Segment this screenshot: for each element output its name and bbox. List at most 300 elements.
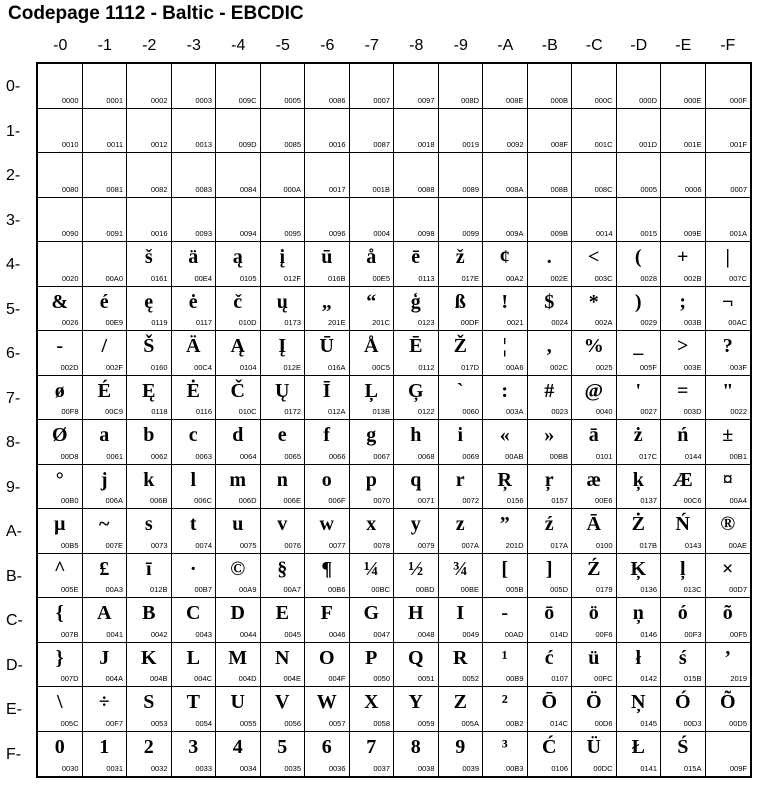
column-header: -A (497, 37, 514, 54)
cell-unicode-code: 0084 (239, 184, 257, 194)
cell-glyph: Y (408, 691, 423, 713)
cell-unicode-code: 0020 (61, 273, 79, 283)
cell-unicode-code: 00BD (415, 585, 435, 594)
cell-unicode-code: 010D (238, 318, 257, 327)
cell-unicode-code: 0041 (106, 629, 123, 639)
code-cell (83, 687, 128, 732)
cell-glyph: ¬ (722, 290, 734, 313)
cell-unicode-code: 00D6 (594, 718, 613, 728)
code-cell (661, 687, 706, 732)
cell-unicode-code: 0060 (462, 407, 479, 416)
cell-glyph: ł (635, 646, 642, 669)
cell-unicode-code: 0112 (418, 362, 435, 372)
code-cell (617, 242, 662, 287)
cell-unicode-code: 0055 (239, 718, 257, 728)
cell-glyph: ; (679, 290, 687, 313)
cell-glyph: ą (232, 246, 243, 268)
code-cell (350, 153, 395, 198)
cell-glyph: I (456, 602, 465, 624)
cell-glyph: K (140, 646, 157, 669)
cell-unicode-code: 00C9 (105, 407, 123, 416)
cell-glyph: { (55, 602, 64, 624)
cell-glyph: Ö (585, 691, 602, 713)
cell-unicode-code: 00D3 (683, 718, 702, 728)
cell-unicode-code: 0028 (640, 273, 657, 283)
code-cell (528, 687, 573, 732)
cell-glyph: n (276, 468, 288, 491)
code-cell (706, 420, 751, 465)
code-cell (617, 198, 662, 243)
cell-glyph: Ń (675, 513, 690, 535)
cell-glyph: % (583, 335, 604, 357)
page-title: Codepage 1112 - Baltic - EBCDIC (8, 3, 304, 24)
code-cell (483, 554, 528, 599)
code-cell (483, 153, 528, 198)
code-cell (261, 420, 306, 465)
code-cell (172, 198, 217, 243)
cell-glyph: C (186, 602, 201, 624)
code-cell (572, 153, 617, 198)
code-cell (216, 64, 261, 109)
cell-unicode-code: 0104 (239, 362, 257, 372)
code-cell (127, 554, 172, 599)
cell-glyph: ż (633, 424, 643, 446)
code-cell (439, 509, 484, 554)
cell-unicode-code: 0079 (417, 540, 435, 550)
cell-unicode-code: 0096 (328, 229, 346, 238)
cell-unicode-code: 0083 (195, 184, 212, 194)
cell-unicode-code: 00C6 (683, 496, 702, 505)
code-cell (528, 64, 573, 109)
cell-unicode-code: 002B (683, 273, 702, 283)
code-cell (216, 420, 261, 465)
cell-glyph: P (365, 646, 378, 669)
cell-unicode-code: 007C (729, 273, 747, 283)
cell-unicode-code: 0011 (106, 140, 123, 149)
code-cell (483, 64, 528, 109)
code-cell (572, 376, 617, 421)
cell-unicode-code: 00DC (593, 764, 613, 773)
code-cell (661, 109, 706, 154)
code-cell (394, 465, 439, 510)
cell-unicode-code: 0021 (506, 318, 524, 327)
cell-unicode-code: 00B1 (729, 451, 747, 461)
cell-unicode-code: 0026 (61, 318, 79, 327)
code-cell (439, 64, 484, 109)
code-cell (83, 198, 128, 243)
code-cell (305, 242, 350, 287)
cell-unicode-code: 004C (194, 674, 212, 683)
cell-glyph: | (725, 246, 730, 268)
cell-glyph: ¶ (321, 557, 333, 580)
code-cell (439, 465, 484, 510)
code-cell (83, 509, 128, 554)
cell-unicode-code: 0172 (284, 407, 301, 416)
code-cell (394, 242, 439, 287)
cell-unicode-code: 0001 (106, 95, 123, 105)
code-cell (172, 153, 217, 198)
code-cell (38, 287, 83, 332)
cell-glyph: ö (588, 602, 599, 624)
cell-glyph: ) (634, 290, 642, 313)
code-cell (216, 109, 261, 154)
cell-unicode-code: 0116 (195, 407, 212, 416)
code-cell (172, 242, 217, 287)
cell-unicode-code: 0062 (150, 451, 168, 461)
cell-glyph: Æ (672, 468, 693, 491)
code-cell (439, 376, 484, 421)
cell-unicode-code: 00E9 (105, 318, 123, 327)
cell-unicode-code: 0036 (328, 764, 346, 773)
code-cell (38, 153, 83, 198)
cell-unicode-code: 00B7 (194, 585, 212, 594)
code-cell (483, 242, 528, 287)
cell-glyph: p (365, 468, 377, 491)
cell-glyph: 2 (143, 735, 154, 758)
code-cell (38, 64, 83, 109)
cell-glyph: ” (499, 513, 510, 535)
code-cell (261, 153, 306, 198)
code-cell (617, 554, 662, 599)
cell-glyph: > (677, 335, 689, 357)
cell-glyph: ( (634, 246, 642, 268)
cell-unicode-code: 0015 (640, 229, 657, 238)
cell-glyph: å (366, 246, 377, 268)
cell-unicode-code: 0085 (284, 140, 301, 149)
cell-glyph: Ō (541, 691, 558, 713)
cell-glyph: × (722, 557, 734, 580)
code-cell (83, 598, 128, 643)
code-cell (439, 287, 484, 332)
cell-unicode-code: 0072 (462, 496, 479, 505)
cell-glyph: Ŗ (497, 468, 512, 491)
cell-unicode-code: 0119 (151, 318, 168, 327)
cell-unicode-code: 002C (550, 362, 568, 372)
cell-unicode-code: 001F (729, 140, 747, 149)
code-cell (350, 109, 395, 154)
cell-unicode-code: 005E (60, 585, 79, 594)
cell-glyph: @ (584, 379, 604, 402)
code-cell (394, 732, 439, 777)
cell-unicode-code: 00B5 (60, 540, 79, 550)
cell-unicode-code: 0043 (195, 629, 212, 639)
cell-glyph: Ś (677, 735, 689, 758)
cell-unicode-code: 0069 (462, 451, 479, 461)
code-cell (706, 287, 751, 332)
cell-unicode-code: 00B3 (505, 764, 524, 773)
cell-unicode-code: 005D (550, 585, 568, 594)
cell-unicode-code: 0044 (239, 629, 257, 639)
code-cell (661, 598, 706, 643)
cell-unicode-code: 002A (594, 318, 613, 327)
code-cell (617, 64, 662, 109)
cell-unicode-code: 0012 (150, 140, 168, 149)
cell-unicode-code: 001A (729, 229, 747, 238)
cell-glyph: ³ (501, 735, 508, 758)
cell-glyph: 8 (410, 735, 421, 758)
cell-glyph: $ (544, 290, 555, 313)
cell-unicode-code: 0099 (462, 229, 479, 238)
cell-unicode-code: 0050 (373, 674, 390, 683)
cell-unicode-code: 00AC (728, 318, 747, 327)
cell-unicode-code: 00AE (728, 540, 747, 550)
code-cell (439, 420, 484, 465)
code-cell (661, 643, 706, 688)
code-cell (38, 109, 83, 154)
row-header: A- (6, 523, 22, 540)
cell-unicode-code: 00C4 (194, 362, 212, 372)
cell-unicode-code: 014D (550, 629, 568, 639)
cell-glyph: 5 (277, 735, 288, 758)
code-cell (572, 554, 617, 599)
code-cell (172, 732, 217, 777)
code-cell (172, 109, 217, 154)
cell-unicode-code: 0094 (239, 229, 257, 238)
cell-glyph: ś (678, 646, 687, 669)
cell-unicode-code: 0100 (595, 540, 613, 550)
code-cell (305, 509, 350, 554)
row-header: 9- (6, 478, 21, 496)
cell-glyph: ¹ (501, 646, 508, 669)
cell-unicode-code: 00D7 (729, 585, 747, 594)
code-cell (394, 331, 439, 376)
cell-glyph: ^ (53, 557, 66, 580)
cell-glyph: d (232, 424, 244, 446)
cell-glyph: Ó (674, 691, 691, 713)
code-cell (439, 643, 484, 688)
cell-unicode-code: 00A3 (105, 585, 123, 594)
cell-unicode-code: 0045 (284, 629, 301, 639)
code-cell (617, 687, 662, 732)
cell-glyph: ` (456, 379, 464, 402)
code-cell (483, 376, 528, 421)
code-cell (261, 287, 306, 332)
code-cell (127, 331, 172, 376)
cell-unicode-code: 0059 (417, 718, 435, 728)
cell-unicode-code: 0037 (373, 764, 390, 773)
cell-unicode-code: 0089 (462, 184, 479, 194)
code-cell (483, 687, 528, 732)
cell-unicode-code: 0122 (417, 407, 435, 416)
cell-glyph: _ (633, 335, 644, 357)
code-cell (706, 376, 751, 421)
cell-unicode-code: 0076 (284, 540, 301, 550)
cell-unicode-code: 004B (149, 674, 168, 683)
code-cell (216, 198, 261, 243)
code-cell (261, 198, 306, 243)
code-cell (83, 287, 128, 332)
cell-unicode-code: 00A0 (105, 273, 123, 283)
cell-unicode-code: 00B9 (505, 674, 524, 683)
cell-unicode-code: 0073 (150, 540, 168, 550)
cell-glyph: Š (143, 335, 155, 357)
cell-unicode-code: 00E5 (372, 273, 390, 283)
code-cell (216, 242, 261, 287)
cell-glyph: ų (276, 290, 288, 313)
cell-glyph: ¼ (363, 557, 379, 580)
cell-glyph: č (233, 290, 243, 313)
code-cell (216, 376, 261, 421)
cell-unicode-code: 0075 (239, 540, 257, 550)
column-header: -4 (231, 37, 246, 54)
cell-unicode-code: 0091 (106, 229, 123, 238)
code-cell (261, 242, 306, 287)
code-cell (617, 331, 662, 376)
code-cell (305, 643, 350, 688)
code-cell (572, 242, 617, 287)
code-cell (305, 465, 350, 510)
cell-glyph: v (277, 513, 288, 535)
code-cell (127, 376, 172, 421)
cell-unicode-code: 008C (594, 184, 613, 194)
cell-unicode-code: 005F (639, 362, 657, 372)
cell-unicode-code: 003A (505, 407, 524, 416)
cell-unicode-code: 00A4 (729, 496, 747, 505)
cell-unicode-code: 2019 (730, 674, 747, 683)
cell-unicode-code: 003C (594, 273, 613, 283)
code-cell (439, 242, 484, 287)
cell-unicode-code: 0161 (150, 273, 168, 283)
cell-unicode-code: 017B (639, 540, 657, 550)
cell-unicode-code: 0056 (284, 718, 301, 728)
cell-unicode-code: 0141 (640, 764, 657, 773)
cell-unicode-code: 0092 (506, 140, 524, 149)
cell-unicode-code: 0034 (239, 764, 257, 773)
code-cell (172, 643, 217, 688)
cell-glyph: Ą (230, 335, 245, 357)
code-cell (661, 376, 706, 421)
cell-unicode-code: 003D (683, 407, 702, 416)
cell-unicode-code: 0113 (418, 273, 435, 283)
cell-unicode-code: 0093 (195, 229, 212, 238)
code-cell (305, 732, 350, 777)
cell-unicode-code: 008B (550, 184, 568, 194)
cell-unicode-code: 0082 (150, 184, 168, 194)
code-cell (127, 109, 172, 154)
cell-glyph: f (323, 424, 331, 446)
code-cell (127, 242, 172, 287)
row-header: 5- (6, 300, 21, 318)
code-cell (83, 242, 128, 287)
code-cell (528, 643, 573, 688)
cell-glyph: - (56, 335, 64, 357)
cell-unicode-code: 0014 (595, 229, 613, 238)
cell-unicode-code: 0004 (373, 229, 390, 238)
cell-glyph: ® (720, 513, 736, 535)
code-cell (83, 554, 128, 599)
cell-glyph: ō (544, 602, 555, 624)
cell-glyph: l (190, 468, 197, 491)
cell-unicode-code: 006C (194, 496, 212, 505)
cell-unicode-code: 007D (60, 674, 79, 683)
code-cell (572, 287, 617, 332)
code-cell (83, 376, 128, 421)
cell-unicode-code: 00DF (460, 318, 479, 327)
cell-glyph: Õ (719, 691, 736, 713)
code-cell (394, 420, 439, 465)
cell-unicode-code: 0018 (417, 140, 435, 149)
cell-unicode-code: 0071 (417, 496, 435, 505)
cell-glyph: Ł (631, 735, 645, 758)
cell-unicode-code: 004A (105, 674, 123, 683)
cell-glyph: Ļ (364, 379, 378, 402)
cell-glyph: q (410, 468, 422, 491)
code-cell (483, 465, 528, 510)
cell-unicode-code: 001E (683, 140, 702, 149)
cell-unicode-code: 0088 (417, 184, 435, 194)
row-header: B- (6, 567, 22, 585)
cell-glyph: 9 (455, 735, 466, 758)
cell-unicode-code: 006F (328, 496, 346, 505)
cell-glyph: » (544, 424, 555, 446)
cell-glyph: H (407, 602, 424, 624)
cell-unicode-code: 012A (327, 407, 346, 416)
cell-unicode-code: 010C (238, 407, 257, 416)
code-cell (617, 465, 662, 510)
code-cell (350, 64, 395, 109)
cell-glyph: õ (722, 602, 733, 624)
cell-glyph: ø (54, 379, 65, 402)
code-cell (350, 242, 395, 287)
cell-glyph: j (100, 468, 108, 491)
cell-unicode-code: 012F (283, 273, 301, 283)
cell-unicode-code: 006B (149, 496, 168, 505)
cell-glyph: Ć (542, 735, 557, 758)
cell-glyph: w (319, 513, 334, 535)
code-cell (483, 643, 528, 688)
code-cell (127, 153, 172, 198)
code-cell (350, 465, 395, 510)
cell-unicode-code: 00F3 (684, 629, 702, 639)
cell-glyph: 3 (188, 735, 199, 758)
cell-glyph: Į (278, 335, 287, 357)
code-cell (350, 643, 395, 688)
cell-unicode-code: 0046 (328, 629, 346, 639)
cell-unicode-code: 0023 (551, 407, 568, 416)
code-cell (439, 331, 484, 376)
cell-glyph: L (186, 646, 200, 669)
cell-glyph: & (51, 290, 69, 313)
cell-glyph: É (97, 379, 111, 402)
code-cell (483, 331, 528, 376)
cell-unicode-code: 0019 (462, 140, 479, 149)
cell-glyph: t (189, 513, 197, 535)
code-cell (305, 287, 350, 332)
cell-unicode-code: 009A (505, 229, 524, 238)
cell-glyph: Ē (409, 335, 423, 357)
cell-glyph: J (99, 646, 110, 669)
code-cell (83, 732, 128, 777)
cell-unicode-code: 008A (505, 184, 524, 194)
cell-unicode-code: 0095 (284, 229, 301, 238)
code-cell (38, 331, 83, 376)
code-cell (661, 509, 706, 554)
code-cell (172, 687, 217, 732)
cell-glyph: Ä (186, 335, 201, 357)
cell-glyph: “ (366, 290, 377, 313)
code-cell (350, 732, 395, 777)
cell-unicode-code: 000F (729, 95, 747, 105)
code-cell (439, 109, 484, 154)
code-cell (127, 64, 172, 109)
cell-unicode-code: 009E (683, 229, 702, 238)
cell-unicode-code: 0027 (640, 407, 657, 416)
code-cell (38, 554, 83, 599)
code-cell (38, 465, 83, 510)
cell-glyph: Ę (142, 379, 156, 402)
code-cell (394, 598, 439, 643)
cell-glyph: ģ (410, 290, 421, 313)
